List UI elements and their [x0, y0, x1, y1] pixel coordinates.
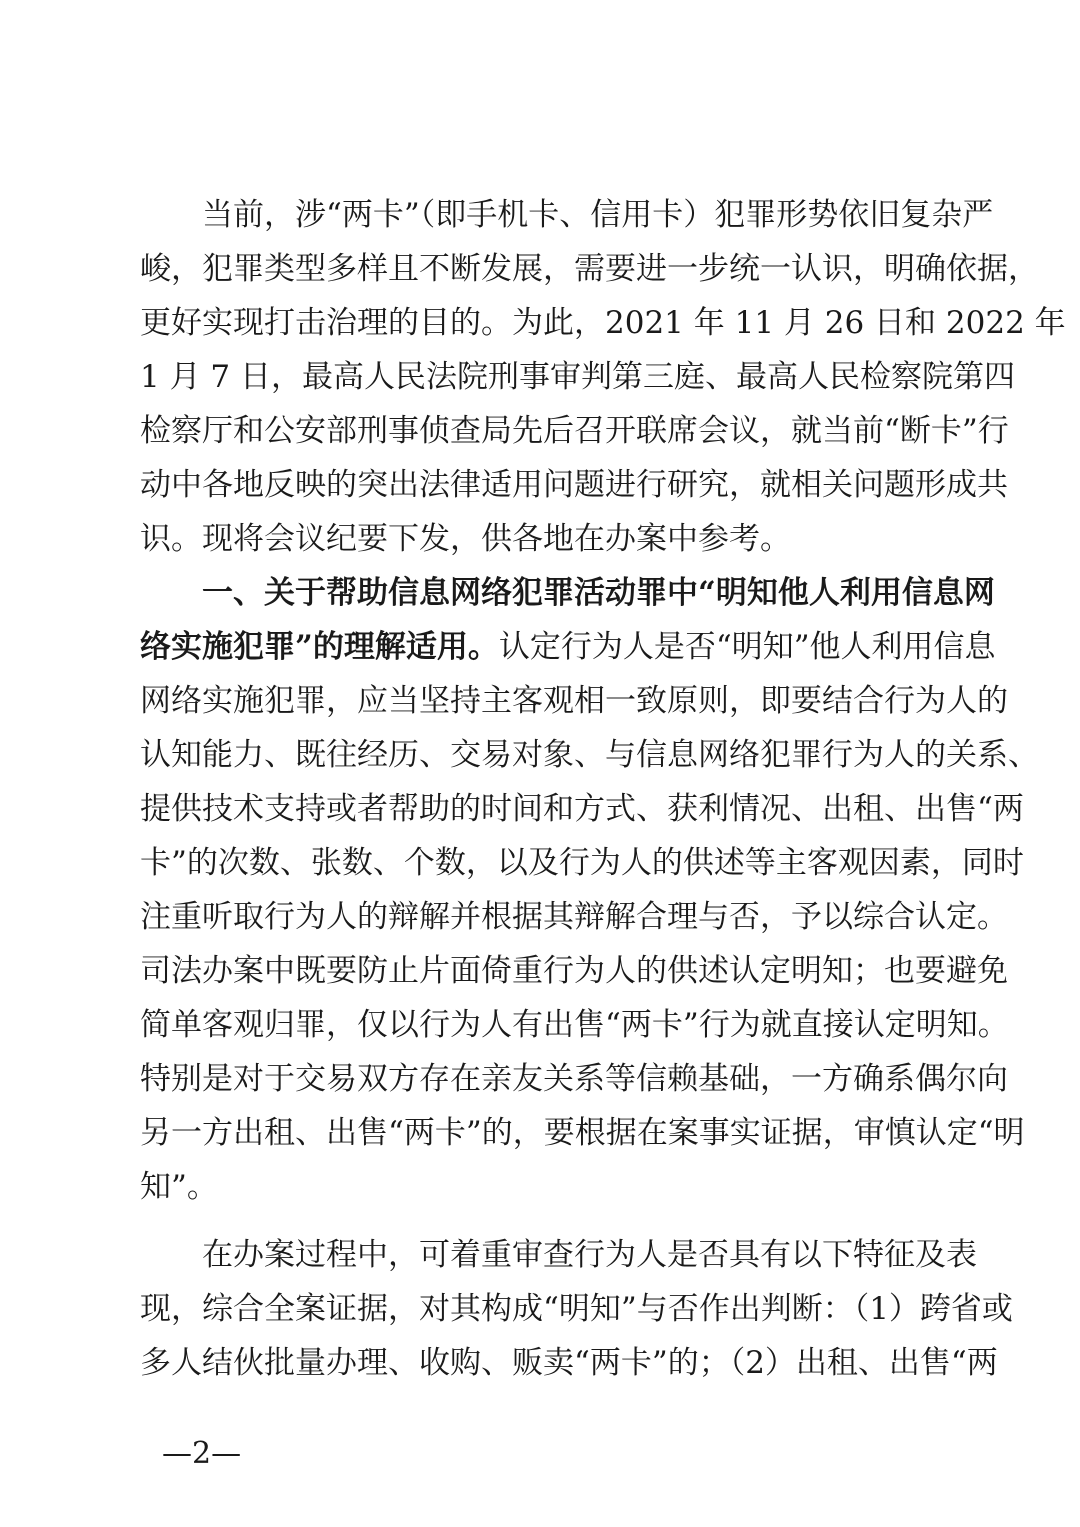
- page-number: —2—: [162, 1436, 242, 1471]
- text-line: [140, 242, 1039, 296]
- paragraph: [140, 566, 1039, 1214]
- body-text: 更好实现打击治理的目的。为此，2021 年 11 月 26 日和 2022 年: [140, 305, 1066, 341]
- bold-heading-text: 络实施犯罪”的理解适用。: [140, 629, 499, 665]
- text-line: [140, 620, 996, 674]
- body-text: 识。现将会议纪要下发，供各地在办案中参考。: [140, 521, 791, 557]
- text-line: [140, 1160, 940, 1214]
- text-line: [140, 674, 1008, 728]
- text-line: [140, 1336, 998, 1390]
- text-line: [140, 782, 1024, 836]
- body-text: 现，综合全案证据，对其构成“明知”与否作出判断：（1）跨省或: [140, 1291, 1013, 1327]
- text-line: [140, 890, 1008, 944]
- text-line: [140, 350, 1016, 404]
- body-text: 在办案过程中，可着重审查行为人是否具有以下特征及表: [140, 1237, 977, 1273]
- body-text: 提供技术支持或者帮助的时间和方式、获利情况、出租、出售“两: [140, 791, 1024, 827]
- text-line: [140, 296, 1066, 350]
- body-text: 峻，犯罪类型多样且不断发展，需要进一步统一认识，明确依据，: [140, 251, 1039, 287]
- text-line: [140, 188, 994, 242]
- body-text: 知”。: [140, 1169, 218, 1205]
- text-line: [140, 512, 940, 566]
- body-text: 当前，涉“两卡”（即手机卡、信用卡）犯罪形势依旧复杂严: [140, 197, 994, 233]
- body-text: 简单客观归罪，仅以行为人有出售“两卡”行为就直接认定明知。: [140, 1007, 1009, 1043]
- paragraph: [140, 1228, 1013, 1390]
- text-line: [140, 1052, 1008, 1106]
- body-text: 注重听取行为人的辩解并根据其辩解合理与否，予以综合认定。: [140, 899, 1008, 935]
- body-text: 多人结伙批量办理、收购、贩卖“两卡”的；（2）出租、出售“两: [140, 1345, 998, 1381]
- body-text: 卡”的次数、张数、个数，以及行为人的供述等主客观因素，同时: [140, 845, 1024, 881]
- text-line: [140, 1282, 1013, 1336]
- body-text: 司法办案中既要防止片面倚重行为人的供述认定明知；也要避免: [140, 953, 1008, 989]
- text-line: [140, 1228, 977, 1282]
- text-line: [140, 404, 1009, 458]
- body-text: 动中各地反映的突出法律适用问题进行研究，就相关问题形成共: [140, 467, 1008, 503]
- body-text: 1 月 7 日，最高人民法院刑事审判第三庭、最高人民检察院第四: [140, 359, 1016, 395]
- bold-heading-text: 一、关于帮助信息网络犯罪活动罪中“明知他人利用信息网: [140, 575, 995, 611]
- paragraph: [140, 188, 1066, 566]
- text-line: [140, 566, 995, 620]
- text-line: [140, 998, 1009, 1052]
- body-text: 网络实施犯罪，应当坚持主客观相一致原则，即要结合行为人的: [140, 683, 1008, 719]
- text-line: [140, 836, 1024, 890]
- body-text: 检察厅和公安部刑事侦查局先后召开联席会议，就当前“断卡”行: [140, 413, 1009, 449]
- text-line: [140, 458, 1008, 512]
- body-text: 特别是对于交易双方存在亲友关系等信赖基础，一方确系偶尔向: [140, 1061, 1008, 1097]
- body-text: 认知能力、既往经历、交易对象、与信息网络犯罪行为人的关系、: [140, 737, 1039, 773]
- body-text: 认定行为人是否“明知”他人利用信息: [498, 629, 996, 665]
- body-text: 另一方出租、出售“两卡”的，要根据在案事实证据，审慎认定“明: [140, 1115, 1025, 1151]
- document-body: [140, 188, 1066, 1390]
- text-line: [140, 1106, 1025, 1160]
- text-line: [140, 728, 1039, 782]
- text-line: [140, 944, 1008, 998]
